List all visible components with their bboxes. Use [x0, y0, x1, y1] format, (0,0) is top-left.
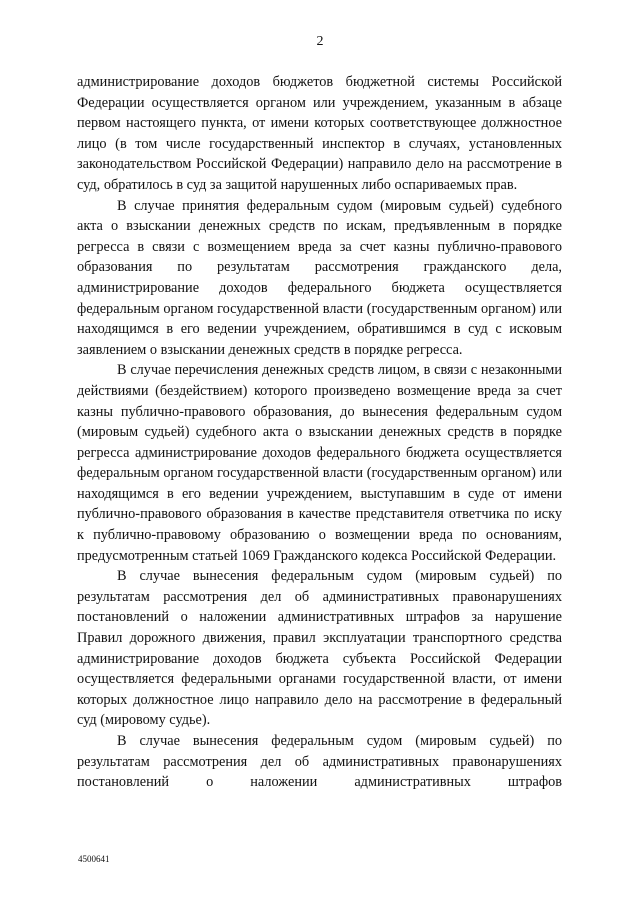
paragraph-regress-court-decision: В случае принятия федеральным судом (мировым судьей) судебного акта о взыскании денежных средств по искам, предъявленным в порядке регресса в связи с возмещением вреда за счет казны публично-правового образования по результатам рассмотрения гражданского дела, администрирование доходов федерального бюджета осуществляется федеральным органом государственной власти (государственным органом) или находящимся в его ведении учреждением, обратившимся в суд с исковым заявлением о взыскании денежных средств в порядке регресса. [77, 197, 562, 358]
paragraph-administrative-fines: В случае вынесения федеральным судом (мировым судьей) по результатам рассмотрения дел об административных правонарушениях постановлений о наложении административных штрафов [77, 733, 562, 791]
page-number: 2 [316, 34, 324, 49]
paragraph-continuation: администрирование доходов бюджетов бюджетной системы Российской Федерации осуществляется органом или учреждением, указанным в абзаце первом настоящего пункта, от имени которых соответствующее должностное лицо (в том числе государственный инспектор в случаях, установленных законодательством Российской Федерации) направило дело на рассмотрение в суд, обратилось в суд за защитой нарушенных либо оспариваемых прав. [77, 74, 562, 193]
document-body [77, 72, 562, 793]
paragraph-traffic-fines: В случае вынесения федеральным судом (мировым судьей) по результатам рассмотрения дел об административных правонарушениях постановлений о наложении административных штрафов за нарушение Правил дорожного движения, правил эксплуатации транспортного средства администрирование доходов бюджета субъекта Российской Федерации осуществляется федеральными органами государственной власти, от имени которых должностное лицо направило дело на рассмотрение в федеральный суд (мировому судье). [77, 568, 562, 729]
document-id: 4500641 [78, 854, 110, 864]
paragraph-transfer-before-decision: В случае перечисления денежных средств лицом, в связи с незаконными действиями (бездействием) которого произведено возмещение вреда за счет казны публично-правового образования, до вынесения федеральным судом (мировым судьей) судебного акта о взыскании денежных средств в порядке регресса администрирование доходов федерального бюджета осуществляется федеральным органом государственной власти (государственным органом) или находящимся в его ведении учреждением, выступавшим в суде от имени публично-правового образования в качестве представителя ответчика по иску к публично-правовому образованию о возмещении вреда по основаниям, предусмотренным статьей 1069 Гражданского кодекса Российской Федерации. [77, 362, 562, 564]
